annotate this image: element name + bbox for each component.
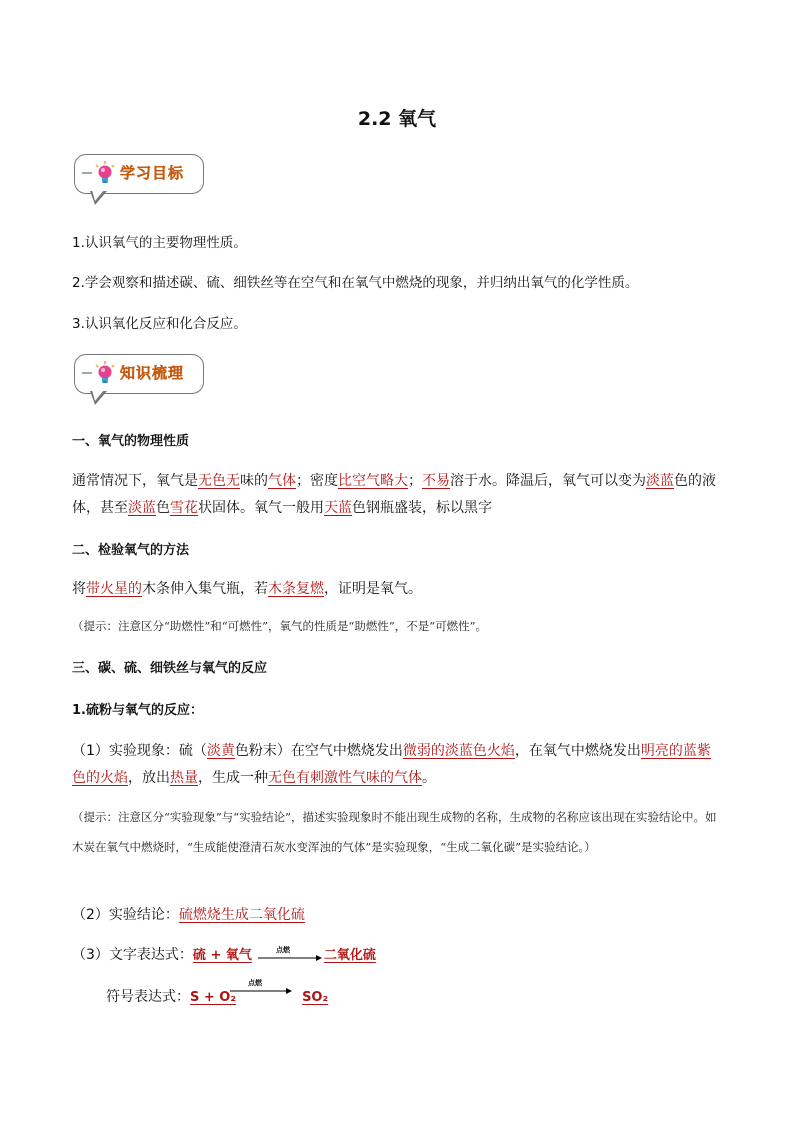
- goal-2: 2.学会观察和描述碳、硫、细铁丝等在空气和在氧气中燃烧的现象，并归纳出氧气的化学性质。: [72, 275, 639, 291]
- phenomenon-tip: （提示：注意区分“实验现象”与“实验结论”，描述实验现象时不能出现生成物的名称，生成物的名称应该出现在实验结论中。如木炭在氧气中燃烧时，“生成能使澄清石灰水变浑浊的气体”是实验现象，“生成二氧化碳”是实验结论。）: [72, 810, 717, 854]
- knowledge-badge: [74, 354, 204, 410]
- test-tip: （提示：注意区分“助燃性”和“可燃性”，氧气的性质是“助燃性”，不是“可燃性”。: [72, 619, 488, 633]
- word-equation-arrow: 点燃: [258, 946, 322, 964]
- test-method-paragraph: 将带火星的木条伸入集气瓶，若木条复燃，证明是氧气。: [72, 581, 422, 597]
- section-heading-test: 二、检验氧气的方法: [72, 543, 190, 558]
- symbol-equation-line: 符号表达式：S + O₂ SO₂: [106, 989, 329, 1005]
- word-equation-line: （3）文字表达式：硫 + 氧气 二氧化硫: [72, 947, 376, 963]
- knowledge-label: 知识梳理: [120, 364, 185, 382]
- symbol-equation-arrow: 点燃: [230, 978, 292, 996]
- subheading-sulfur: 1.硫粉与氧气的反应：: [72, 703, 203, 718]
- goal-3: 3.认识氧化反应和化合反应。: [72, 316, 247, 332]
- section-heading-reactions: 三、碳、硫、细铁丝与氧气的反应: [72, 661, 268, 676]
- lightbulb-icon: [94, 161, 116, 185]
- goal-1: 1.认识氧气的主要物理性质。: [72, 235, 247, 251]
- learning-goals-badge: [74, 154, 204, 210]
- lightbulb-icon: [94, 361, 116, 385]
- page-title: 2.2 氧气: [357, 108, 437, 130]
- learning-goals-label: 学习目标: [120, 164, 185, 182]
- sulfur-phenomenon-paragraph: （1）实验现象：硫（淡黄色粉末）在空气中燃烧发出微弱的淡蓝色火焰，在氧气中燃烧发出明亮的蓝紫色的火焰，放出热量，生成一种无色有刺激性气味的气体。: [72, 743, 711, 786]
- conclusion-line: （2）实验结论：硫燃烧生成二氧化硫: [72, 907, 305, 923]
- section-heading-physical: 一、氧气的物理性质: [72, 434, 190, 449]
- physical-properties-paragraph: 通常情况下，氧气是无色无味的气体；密度比空气略大；不易溶于水。降温后，氧气可以变为淡蓝色的液体，甚至淡蓝色雪花状固体。氧气一般用天蓝色钢瓶盛装，标以黑字: [72, 473, 716, 516]
